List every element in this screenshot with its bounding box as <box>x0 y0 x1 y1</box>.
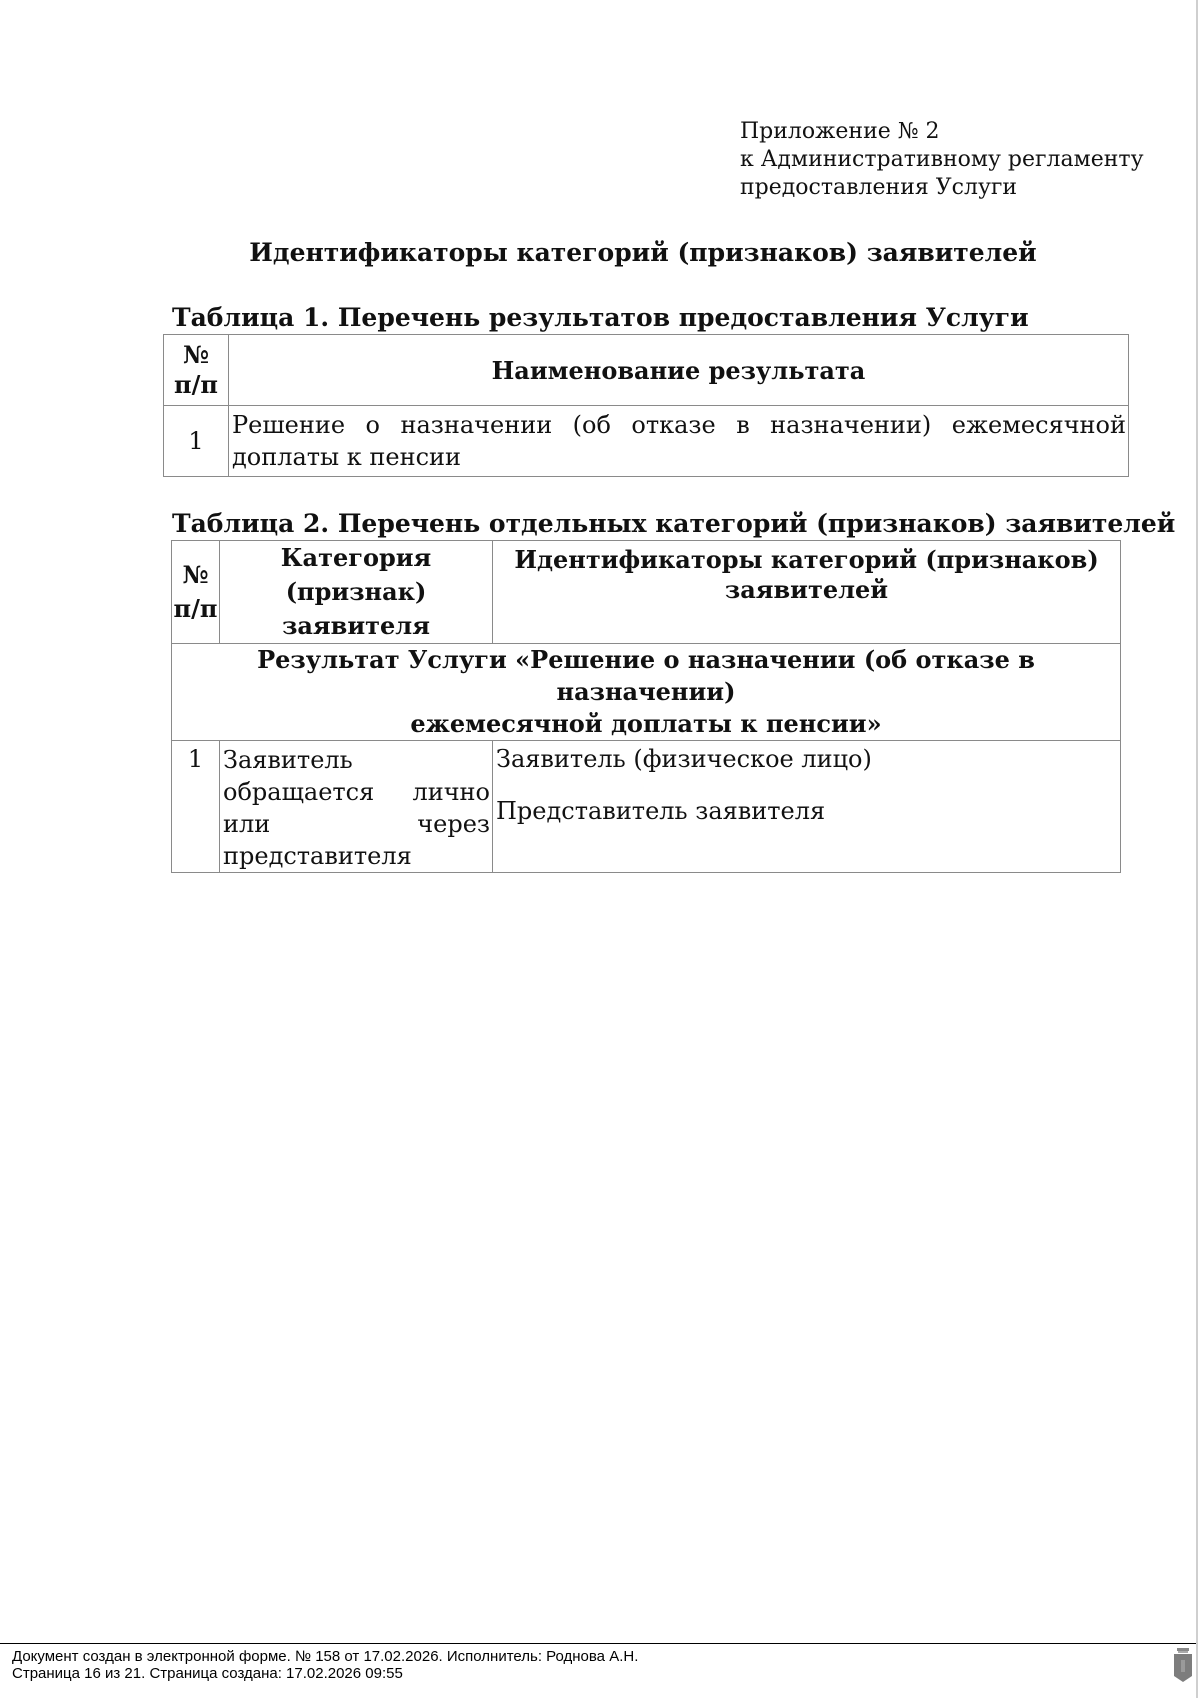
results-table <box>163 334 1129 477</box>
identifiers-cell <box>493 741 1121 873</box>
header-num-line-2: п/п <box>174 370 218 399</box>
service-result-line-2: ежемесячной доплаты к пенсии» <box>410 709 882 738</box>
table-row <box>164 406 1129 477</box>
document-title: Идентификаторы категорий (признаков) заявителей <box>249 238 1037 267</box>
footer-line-2: Страница 16 из 21. Страница создана: 17.02.2026 09:55 <box>12 1665 403 1682</box>
table-header-row <box>172 541 1121 644</box>
column-header-identifiers <box>493 541 1121 644</box>
category-cell: Заявитель обращается лично или через представителя <box>220 741 493 873</box>
header-num-line-1: № <box>182 560 209 589</box>
header-identifiers-line-2: заявителей <box>724 575 889 604</box>
column-header-number <box>164 335 229 406</box>
row-number: 1 <box>164 406 229 477</box>
header-num-line-2: п/п <box>173 594 218 623</box>
table2-caption: Таблица 2. Перечень отдельных категорий (признаков) заявителей <box>172 509 1176 538</box>
identifier-item: Представитель заявителя <box>496 797 826 825</box>
table1-caption: Таблица 1. Перечень результатов предоставления Услуги <box>172 303 1029 332</box>
coat-of-arms-icon <box>1173 1648 1193 1682</box>
appendix-line-1: Приложение № 2 <box>740 119 940 144</box>
table-row <box>172 741 1121 873</box>
header-identifiers-line-1: Идентификаторы категорий (признаков) <box>514 545 1099 574</box>
document-footer <box>12 1648 638 1682</box>
column-header-number <box>172 541 220 644</box>
column-header-result-name: Наименование результата <box>229 335 1129 406</box>
appendix-line-3: предоставления Услуги <box>740 175 1018 200</box>
appendix-note <box>740 118 1144 202</box>
applicant-categories-table <box>171 540 1121 873</box>
service-result-line-1: Результат Услуги «Решение о назначении (об отказе в назначении) <box>257 645 1035 706</box>
header-num-line-1: № <box>182 340 210 369</box>
header-category-line-1: Категория <box>280 543 432 572</box>
column-header-category <box>220 541 493 644</box>
service-result-heading <box>172 644 1121 741</box>
footer-line-1: Документ создан в электронной форме. № 158 от 17.02.2026. Исполнитель: Роднова А.Н. <box>12 1648 639 1665</box>
appendix-line-2: к Административному регламенту <box>740 147 1144 172</box>
footer-divider <box>0 1643 1196 1644</box>
table-header-row <box>164 335 1129 406</box>
row-number: 1 <box>172 741 220 873</box>
header-category-line-2: (признак) заявителя <box>282 577 430 640</box>
identifier-item: Заявитель (физическое лицо) <box>496 745 872 773</box>
result-name-cell: Решение о назначении (об отказе в назначении) ежемесячной доплаты к пенсии <box>229 406 1129 477</box>
result-group-row <box>172 644 1121 741</box>
